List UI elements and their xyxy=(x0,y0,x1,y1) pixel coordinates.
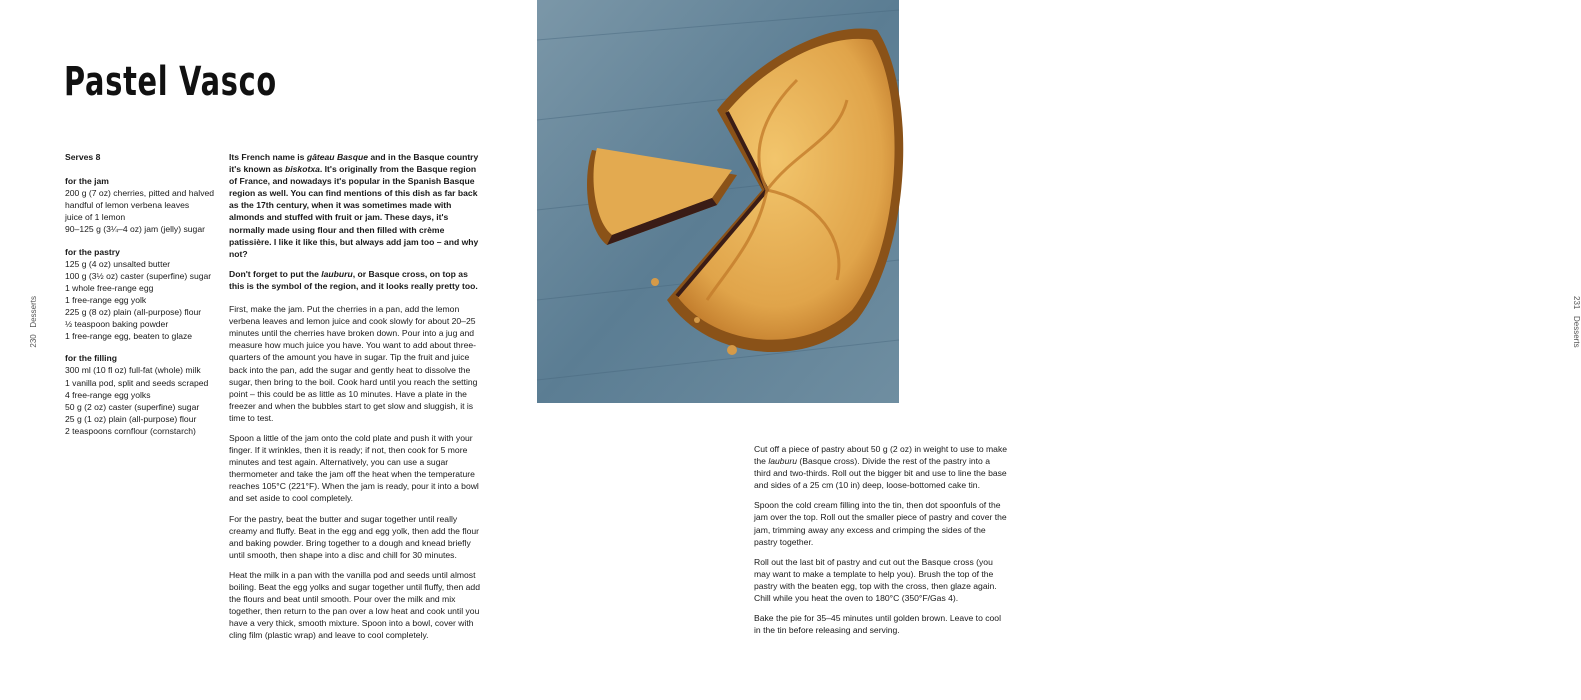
intro-paragraph xyxy=(229,268,484,292)
method-text: Cut off a piece of pastry about 50 g (2 oz) in weight to use to make the xyxy=(754,444,1008,467)
ingredient-item: 1 free-range egg, beaten to glaze xyxy=(65,331,193,342)
left-page xyxy=(0,0,536,700)
ingredient-group xyxy=(65,175,215,235)
method-italic: lauburu xyxy=(768,456,798,467)
page-title: Pastel Vasco xyxy=(64,59,277,105)
serves-label: Serves 8 xyxy=(65,152,101,162)
intro-text: Its French name is xyxy=(229,152,307,162)
intro-text: . It's originally from the Basque region of France, and nowadays it's popular in the Spanish Basque region as well. You can find mentions of this dish as far back as the 17th century, when it was sometimes made with almonds and stuffed with fruit or jam. These days, it's normally made using flour and then filled with crème patissière. I like it like this, but always add jam too – and why not? xyxy=(229,164,479,259)
method-text: (Basque cross). Divide the rest of the pastry into a third and two-thirds. Roll out the bigger bit and use to line the base and sides of a 25 cm (10 in) deep, loose-bottomed cake tin. xyxy=(754,456,1007,491)
page-number: 231 xyxy=(1572,296,1581,310)
ingredient-item: juice of 1 lemon xyxy=(65,212,126,223)
group-heading: for the jam xyxy=(65,176,109,187)
method-paragraph xyxy=(754,443,1009,491)
ingredient-group xyxy=(65,352,215,437)
page-number: 230 xyxy=(29,334,38,348)
method-paragraph: Roll out the last bit of pastry and cut out the Basque cross (you may want to make a template to help you). Brush the top of the pastry with the beaten egg, top with the cross, then glaze again. Chill while you heat the oven to 180°C (350°F/Gas 4). xyxy=(754,556,997,604)
method-paragraph: Bake the pie for 35–45 minutes until golden brown. Leave to cool in the tin before releasing and serving. xyxy=(754,613,1001,636)
method-paragraph: Heat the milk in a pan with the vanilla pod and seeds until almost boiling. Beat the egg yolks and sugar together until fluffy, then add the flours and beat until smooth. Pour over the milk and mix together, then return to the pan over a low heat and cook until you have a very thick, smooth mixture. Spoon into a bowl, cover with cling film (plastic wrap) and leave to cool completely. xyxy=(229,569,480,641)
intro-paragraph xyxy=(229,151,484,260)
method-column-left xyxy=(229,151,484,649)
ingredient-item: 1 vanilla pod, split and seeds scraped xyxy=(65,377,209,388)
ingredient-item: 200 g (7 oz) cherries, pitted and halved xyxy=(65,188,215,199)
ingredients-list xyxy=(65,151,215,447)
intro-text: and in the Basque country it's known as xyxy=(229,152,479,175)
ingredient-item: 90–125 g (3¼–4 oz) jam (jelly) sugar xyxy=(65,224,205,235)
ingredient-item: 225 g (8 oz) plain (all-purpose) flour xyxy=(65,307,202,318)
ingredient-item: 300 ml (10 fl oz) full-fat (whole) milk xyxy=(65,365,201,376)
section-name: Desserts xyxy=(29,296,38,328)
ingredient-group xyxy=(65,246,215,343)
page-folio-left xyxy=(29,296,38,348)
intro-text: , or Basque cross, on top as this is the symbol of the region, and it looks really pretty too. xyxy=(229,268,478,291)
intro-italic: biskotxa xyxy=(285,164,320,175)
group-heading: for the filling xyxy=(65,353,118,364)
method-paragraph: Spoon a little of the jam onto the cold plate and push it with your finger. If it wrinkles, then it is ready; if not, then cook for 5 more minutes and test again. Alternatively, you can use a sugar thermometer and take the jam off the heat when the temperature reaches 105°C (221°F). When the jam is ready, pour it into a bowl and set aside to cool completely. xyxy=(229,432,479,504)
method-paragraph: Spoon the cold cream filling into the tin, then dot spoonfuls of the jam over the top. Roll out the smaller piece of pastry and cover the jam, trimming away any excess and crimping the sides of the pastry together. xyxy=(754,500,1007,547)
ingredient-item: handful of lemon verbena leaves xyxy=(65,200,190,211)
ingredient-item: 25 g (1 oz) plain (all-purpose) flour xyxy=(65,413,197,424)
ingredient-item: 1 whole free-range egg xyxy=(65,282,154,293)
method-paragraph: For the pastry, beat the butter and sugar together until really creamy and fluffy. Beat in the egg and egg yolk, then add the flour and baking powder. Bring together to a dough and knead briefly until smooth, then shape into a disc and chill for 30 minutes. xyxy=(229,513,480,560)
method-column-right xyxy=(754,443,1009,644)
ingredient-item: 2 teaspoons cornflour (cornstarch) xyxy=(65,425,196,436)
section-name: Desserts xyxy=(1572,316,1581,348)
ingredient-item: 4 free-range egg yolks xyxy=(65,389,151,400)
ingredient-item: 100 g (3½ oz) caster (superfine) sugar xyxy=(65,270,212,281)
ingredient-item: ½ teaspoon baking powder xyxy=(65,319,169,330)
ingredient-item: 125 g (4 oz) unsalted butter xyxy=(65,258,171,269)
intro-italic: gâteau Basque xyxy=(306,152,368,162)
group-heading: for the pastry xyxy=(65,246,120,257)
method-paragraph: First, make the jam. Put the cherries in a pan, add the lemon verbena leaves and lemon juice and cook slowly for about 20–25 minutes until the cherries have broken down. Pour into a jug and measure how much juice you have. You want to add about three-quarters of the amount you have in sugar. Tip the fruit and juice back into the pan, add the sugar and gently heat to dissolve the sugar, then bring to the boil. Cook hard until you reach the setting point – this could be as little as 10 minutes. Have a plate in the freezer and when the bubbles start to get slow and sluggish, it is time to test. xyxy=(229,304,478,423)
page-folio-right xyxy=(1572,296,1581,348)
ingredient-item: 50 g (2 oz) caster (superfine) sugar xyxy=(65,401,200,412)
intro-italic: lauburu xyxy=(321,268,353,279)
ingredient-item: 1 free-range egg yolk xyxy=(65,294,147,305)
intro-text: Don't forget to put the xyxy=(229,268,322,279)
